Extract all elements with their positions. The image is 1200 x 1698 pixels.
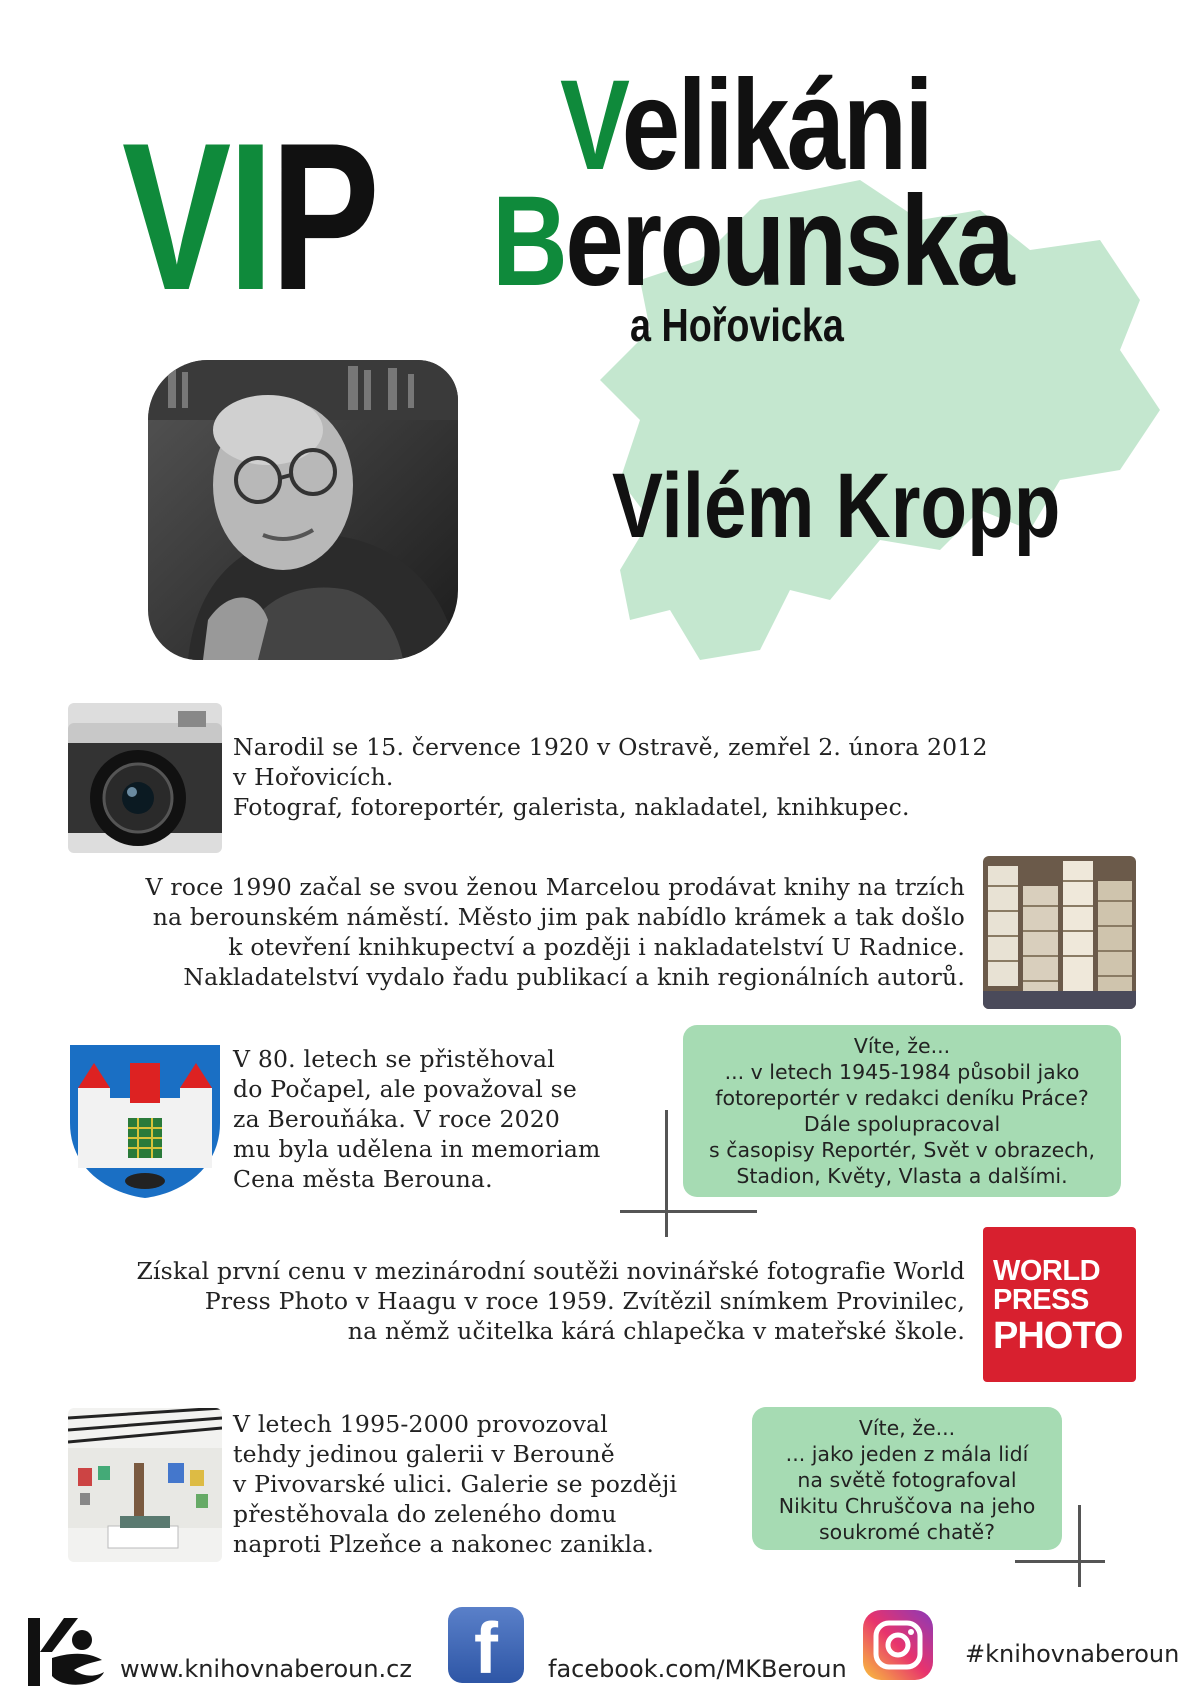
wpp-logo-line: WORLD [993, 1255, 1101, 1287]
section4-line: Press Photo v Haagu v roce 1959. Zvítězil snímkem Provinilec, [204, 1287, 965, 1315]
camera-icon [68, 703, 222, 853]
portrait-photo [148, 360, 458, 660]
fact-note-line: fotoreportér v redakci deníku Práce? [715, 1086, 1089, 1110]
title-line2 [492, 170, 1013, 313]
world-press-photo-logo [983, 1227, 1136, 1382]
section4-line: Získal první cenu v mezinárodní soutěži novinářské fotografie World [136, 1257, 965, 1285]
title-line3: a Hořovicka [630, 299, 844, 351]
hashtag: #knihovnaberoun [965, 1640, 1180, 1668]
facebook-link[interactable]: facebook.com/MKBeroun [548, 1655, 847, 1683]
vip-logo-black: P [270, 99, 377, 334]
wpp-logo-line: PHOTO [993, 1315, 1123, 1357]
fact-note-1 [683, 1025, 1121, 1197]
fact-note-line: Nikitu Chruščova na jeho [778, 1494, 1036, 1518]
wpp-logo-line: PRESS [993, 1284, 1089, 1316]
section1-line: v Hořovicích. [233, 763, 394, 791]
title-line1-rest: elikáni [621, 54, 932, 197]
section5-line: naproti Plzeňce a nakonec zanikla. [233, 1530, 655, 1558]
books-icon [983, 856, 1136, 1009]
gallery-icon [68, 1408, 222, 1562]
title-line1-initial: V [560, 54, 622, 197]
fact-note-line: ... jako jeden z mála lidí [785, 1442, 1029, 1466]
vip-logo-green: VI [122, 99, 271, 334]
fact-note-2 [752, 1407, 1062, 1550]
fact-note-line: soukromé chatě? [818, 1520, 996, 1544]
fact-note-line: Dále spolupracoval [803, 1112, 1001, 1136]
fact-note-line: na světě fotografoval [797, 1468, 1017, 1492]
beroun-coat-of-arms-icon [68, 1043, 222, 1199]
section3-line: mu byla udělena in memoriam [233, 1135, 601, 1163]
decor-cross-horizontal [620, 1210, 757, 1213]
section5-line: V letech 1995-2000 provozoval [233, 1410, 608, 1438]
fact-note-line: s časopisy Reportér, Svět v obrazech, [709, 1138, 1095, 1162]
section5-line: přestěhovala do zeleného domu [233, 1500, 617, 1528]
section3-text [233, 1044, 653, 1194]
section4-text [60, 1256, 965, 1346]
decor-cross-vertical [665, 1110, 668, 1237]
section2-line: V roce 1990 začal se svou ženou Marcelou prodávat knihy na trzích [145, 873, 965, 901]
website-link[interactable]: www.knihovnaberoun.cz [120, 1655, 412, 1683]
instagram-icon[interactable] [863, 1610, 933, 1680]
title-line2-rest: erounska [565, 170, 1013, 313]
vip-logo [122, 62, 377, 334]
section3-line: V 80. letech se přistěhoval [233, 1045, 555, 1073]
person-name: Vilém Kropp [612, 455, 1061, 557]
decor-cross-horizontal [1015, 1560, 1105, 1563]
decor-cross-vertical [1078, 1505, 1081, 1587]
section1-line: Narodil se 15. července 1920 v Ostravě, zemřel 2. února 2012 [233, 733, 988, 761]
section3-line: za Berouňáka. V roce 2020 [233, 1105, 561, 1133]
section2-text [60, 872, 965, 992]
fact-note-line: ... v letech 1945-1984 působil jako [724, 1060, 1080, 1084]
section1-line: Fotograf, fotoreportér, galerista, nakladatel, knihkupec. [233, 793, 910, 821]
section3-line: Cena města Berouna. [233, 1165, 493, 1193]
title-line2-initial: B [492, 170, 566, 313]
section5-text [233, 1409, 733, 1559]
facebook-icon[interactable] [448, 1607, 524, 1689]
fact-note-heading: Víte, že... [853, 1034, 951, 1058]
library-logo-icon [24, 1612, 110, 1692]
fact-note-heading: Víte, že... [858, 1416, 956, 1440]
fact-note-line: Stadion, Květy, Vlasta a dalšími. [736, 1164, 1068, 1188]
section2-line: Nakladatelství vydalo řadu publikací a knih regionálních autorů. [183, 963, 965, 991]
section5-line: v Pivovarské ulici. Galerie se později [233, 1470, 678, 1498]
section5-line: tehdy jedinou galerii v Berouně [233, 1440, 615, 1468]
section2-line: na berounském náměstí. Město jim pak nabídlo krámek a tak došlo [152, 903, 965, 931]
section3-line: do Počapel, ale považoval se [233, 1075, 577, 1103]
section4-line: na němž učitelka kárá chlapečka v mateřské škole. [347, 1317, 965, 1345]
facebook-glyph: f [474, 1609, 498, 1689]
section2-line: k otevření knihkupectví a později i nakladatelství U Radnice. [228, 933, 965, 961]
section1-text [233, 732, 1073, 822]
